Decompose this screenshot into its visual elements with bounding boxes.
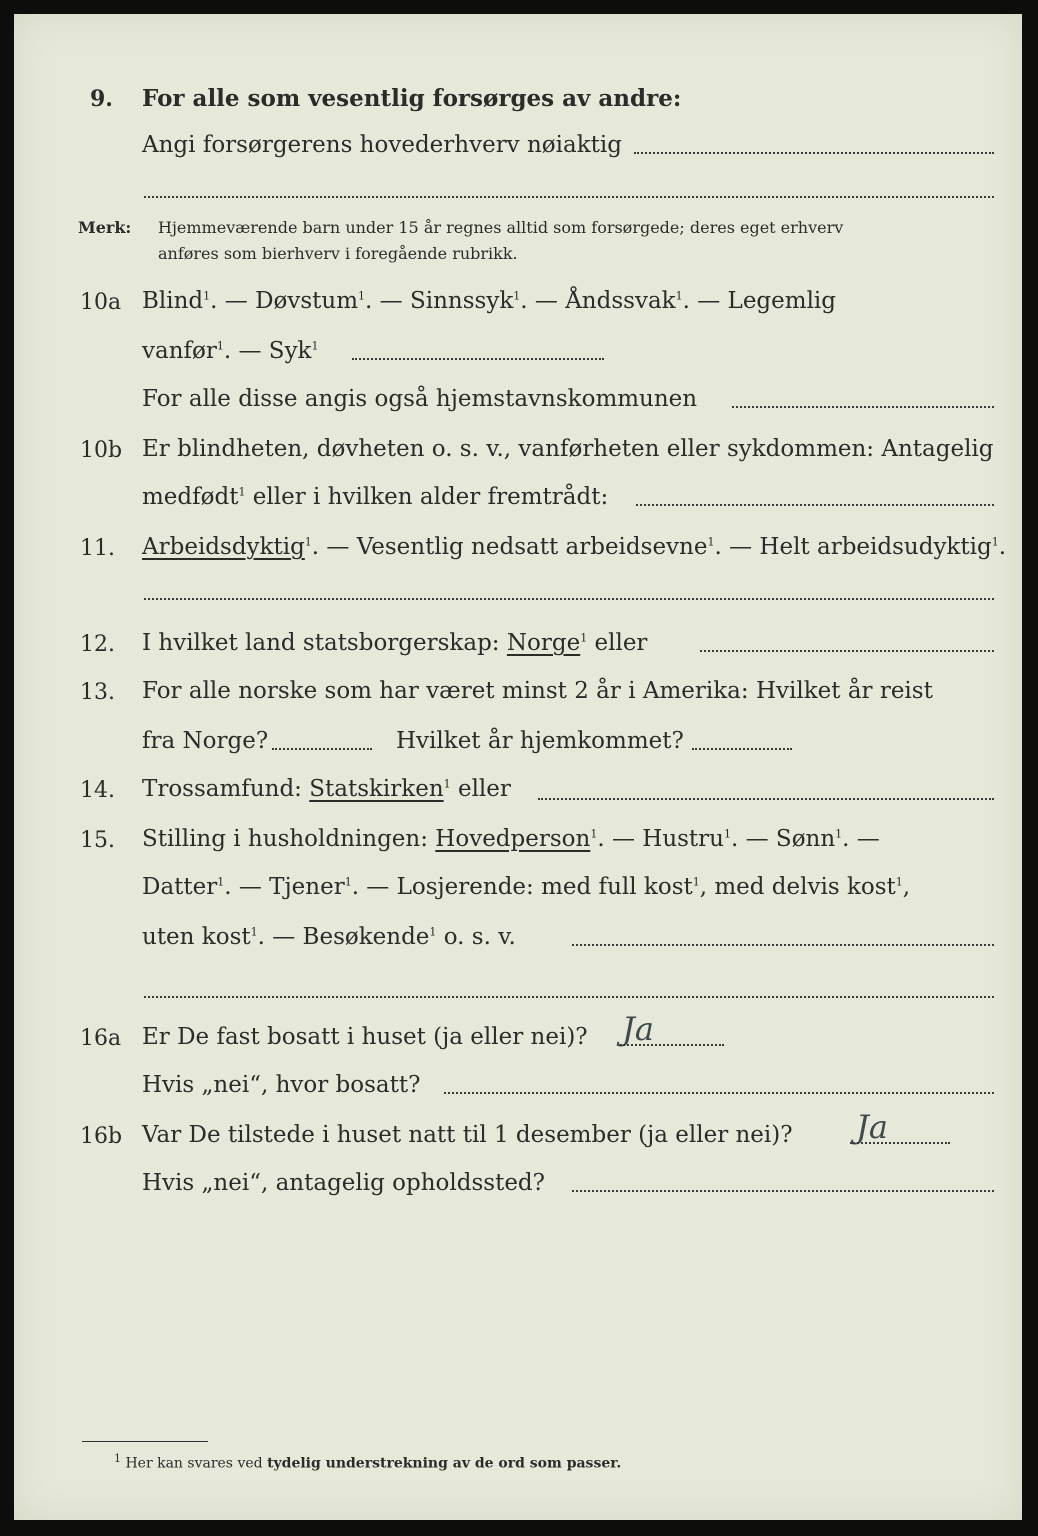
- q14-number: 14.: [80, 778, 115, 803]
- q16a-line-1: Er De fast bosatt i huset (ja eller nei)?: [142, 1024, 588, 1050]
- q9-answer-line[interactable]: [634, 152, 994, 154]
- q10a-answer-line[interactable]: [352, 358, 604, 360]
- q10b-answer-line[interactable]: [636, 504, 994, 506]
- q10a-line-3: For alle disse angis også hjemstavnskommunen: [142, 386, 698, 412]
- census-form-page: [14, 14, 1022, 1520]
- q10b-line-1: Er blindheten, døvheten o. s. v., vanførheten eller sykdommen: Antagelig: [142, 436, 994, 462]
- q12-selected-option[interactable]: Norge: [506, 630, 581, 656]
- q12-line: I hvilket land statsborgerskap: Norge$^1$ eller: [142, 630, 648, 656]
- merk-line-1: Hjemmeværende barn under 15 år regnes alltid som forsørgede; deres eget erhverv: [158, 218, 844, 237]
- q16a-answer-line[interactable]: [620, 1044, 724, 1046]
- q15-line-2: Datter$^1$. — Tjener$^1$. — Losjerende: med full kost$^1$, med delvis kost$^1$,: [142, 874, 911, 900]
- q9-answer-line-2[interactable]: [144, 196, 994, 198]
- q14-selected-option[interactable]: Statskirken: [309, 776, 444, 802]
- q10a-line-2: vanfør$^1$. — Syk$^1$: [142, 338, 319, 364]
- q10b-line-2: medfødt$^1$ eller i hvilken alder fremtrådt:: [142, 484, 609, 510]
- q9-line: Angi forsørgerens hovederhverv nøiaktig: [142, 132, 622, 158]
- q13-return-line[interactable]: [692, 748, 792, 750]
- q15-selected-option[interactable]: Hovedperson: [435, 826, 591, 852]
- q11-selected-option[interactable]: Arbeidsdyktig: [142, 534, 305, 560]
- q10a-line-1: Blind$^1$. — Døvstum$^1$. — Sinnssyk$^1$. — Åndssvak$^1$. — Legemlig: [142, 288, 837, 314]
- q15-line-3: uten kost$^1$. — Besøkende$^1$ o. s. v.: [142, 924, 516, 950]
- q12-number: 12.: [80, 632, 115, 657]
- q16b-line-1: Var De tilstede i huset natt til 1 desember (ja eller nei)?: [142, 1122, 793, 1148]
- merk-label: Merk:: [78, 218, 132, 237]
- q16b-stay-line[interactable]: [572, 1190, 994, 1192]
- q15-line-1: Stilling i husholdningen: Hovedperson$^1$. — Hustru$^1$. — Sønn$^1$. —: [142, 826, 880, 852]
- q13-line-2b: Hvilket år hjemkommet?: [396, 728, 684, 754]
- q12-answer-line[interactable]: [700, 650, 994, 652]
- q10a-home-answer-line[interactable]: [732, 406, 994, 408]
- q16a-line-2: Hvis „nei“, hvor bosatt?: [142, 1072, 421, 1098]
- q13-line-1: For alle norske som har været minst 2 år i Amerika: Hvilket år reist: [142, 678, 933, 704]
- q13-line-2a: fra Norge?: [142, 728, 269, 754]
- q11-line: Arbeidsdyktig$^1$. — Vesentlig nedsatt arbeidsevne$^1$. — Helt arbeidsudyktig$^1$.: [142, 534, 1007, 560]
- q15-answer-line[interactable]: [572, 944, 994, 946]
- q16b-line-2: Hvis „nei“, antagelig opholdssted?: [142, 1170, 545, 1196]
- q16b-answer-line[interactable]: [850, 1142, 950, 1144]
- q16a-handwritten-answer: Ja: [622, 1010, 654, 1048]
- q11-answer-line[interactable]: [144, 598, 994, 600]
- q14-line: Trossamfund: Statskirken$^1$ eller: [142, 776, 511, 802]
- merk-line-2: anføres som bierhverv i foregående rubrikk.: [158, 244, 518, 263]
- q16a-residence-line[interactable]: [444, 1092, 994, 1094]
- q14-answer-line[interactable]: [538, 798, 994, 800]
- q10b-number: 10b: [80, 438, 123, 463]
- q16b-handwritten-answer: Ja: [856, 1108, 888, 1146]
- q10a-number: 10a: [80, 290, 122, 315]
- q13-number: 13.: [80, 680, 115, 705]
- q9-number: 9.: [90, 86, 113, 112]
- footnote-rule: [82, 1441, 208, 1442]
- q13-departure-line[interactable]: [272, 748, 372, 750]
- q9-title: For alle som vesentlig forsørges av andre:: [142, 85, 682, 112]
- q16b-number: 16b: [80, 1124, 123, 1149]
- q15-answer-line-2[interactable]: [144, 996, 994, 998]
- q15-number: 15.: [80, 828, 115, 853]
- q11-number: 11.: [80, 536, 115, 561]
- q16a-number: 16a: [80, 1026, 122, 1051]
- footnote: $^1$ Her kan svares ved tydelig understrekning av de ord som passer.: [114, 1452, 622, 1472]
